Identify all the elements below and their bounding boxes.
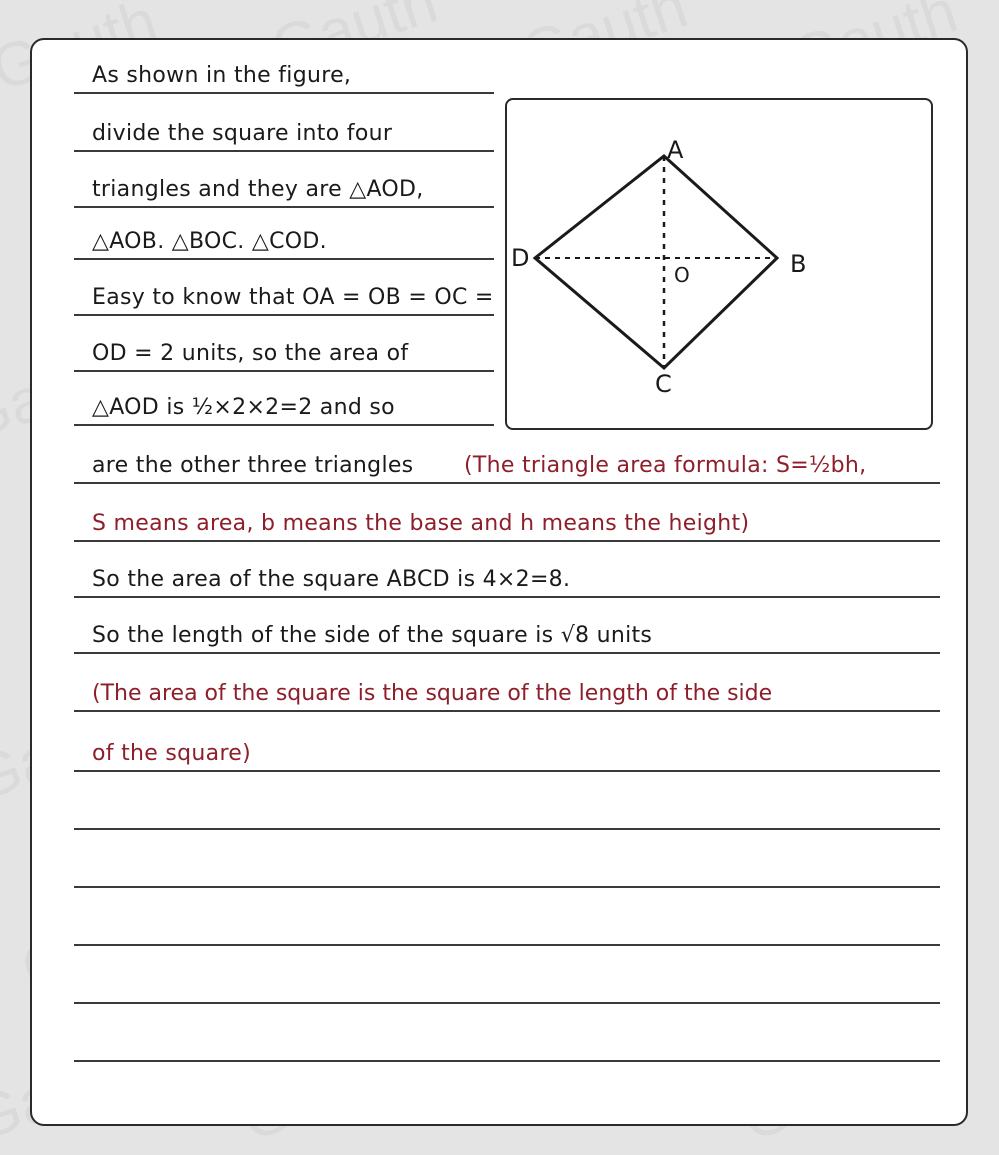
ruled-line	[74, 710, 940, 712]
ruled-line	[74, 424, 494, 426]
vertex-label-d: D	[511, 244, 530, 272]
text-line: OD = 2 units, so the area of	[92, 341, 409, 366]
text-line: divide the square into four	[92, 121, 393, 146]
ruled-line	[74, 150, 494, 152]
figure-panel	[505, 98, 933, 430]
vertex-label-c: C	[655, 370, 672, 398]
ruled-line	[74, 596, 940, 598]
text-line: △AOD is ½×2×2=2 and so	[92, 395, 395, 420]
square-diagram	[507, 100, 931, 428]
ruled-line	[74, 1002, 940, 1004]
text-line: triangles and they are △AOD,	[92, 177, 424, 202]
formula-note: of the square)	[92, 741, 252, 766]
ruled-line	[74, 314, 494, 316]
text-line: So the area of the square ABCD is 4×2=8.	[92, 567, 571, 592]
notebook-page	[30, 38, 968, 1126]
square-outline	[535, 156, 777, 368]
text-line: As shown in the figure,	[92, 63, 352, 88]
center-label-o: O	[674, 263, 690, 287]
ruled-line	[74, 770, 940, 772]
text-line: So the length of the side of the square is √8 units	[92, 623, 653, 648]
ruled-line	[74, 886, 940, 888]
ruled-line	[74, 92, 494, 94]
formula-note: (The area of the square is the square of the length of the side	[92, 681, 773, 706]
ruled-line	[74, 482, 940, 484]
ruled-line	[74, 944, 940, 946]
formula-note: (The triangle area formula: S=½bh,	[464, 453, 867, 478]
ruled-line	[74, 652, 940, 654]
vertex-label-a: A	[667, 136, 684, 164]
ruled-line	[74, 828, 940, 830]
formula-note: S means area, b means the base and h means the height)	[92, 511, 750, 536]
ruled-line	[74, 370, 494, 372]
text-line: Easy to know that OA = OB = OC =	[92, 285, 494, 310]
vertex-label-b: B	[790, 250, 807, 278]
text-line: △AOB. △BOC. △COD.	[92, 229, 327, 254]
ruled-line	[74, 206, 494, 208]
text-line: are the other three triangles	[92, 453, 414, 478]
ruled-line	[74, 540, 940, 542]
ruled-line	[74, 1060, 940, 1062]
ruled-line	[74, 258, 494, 260]
